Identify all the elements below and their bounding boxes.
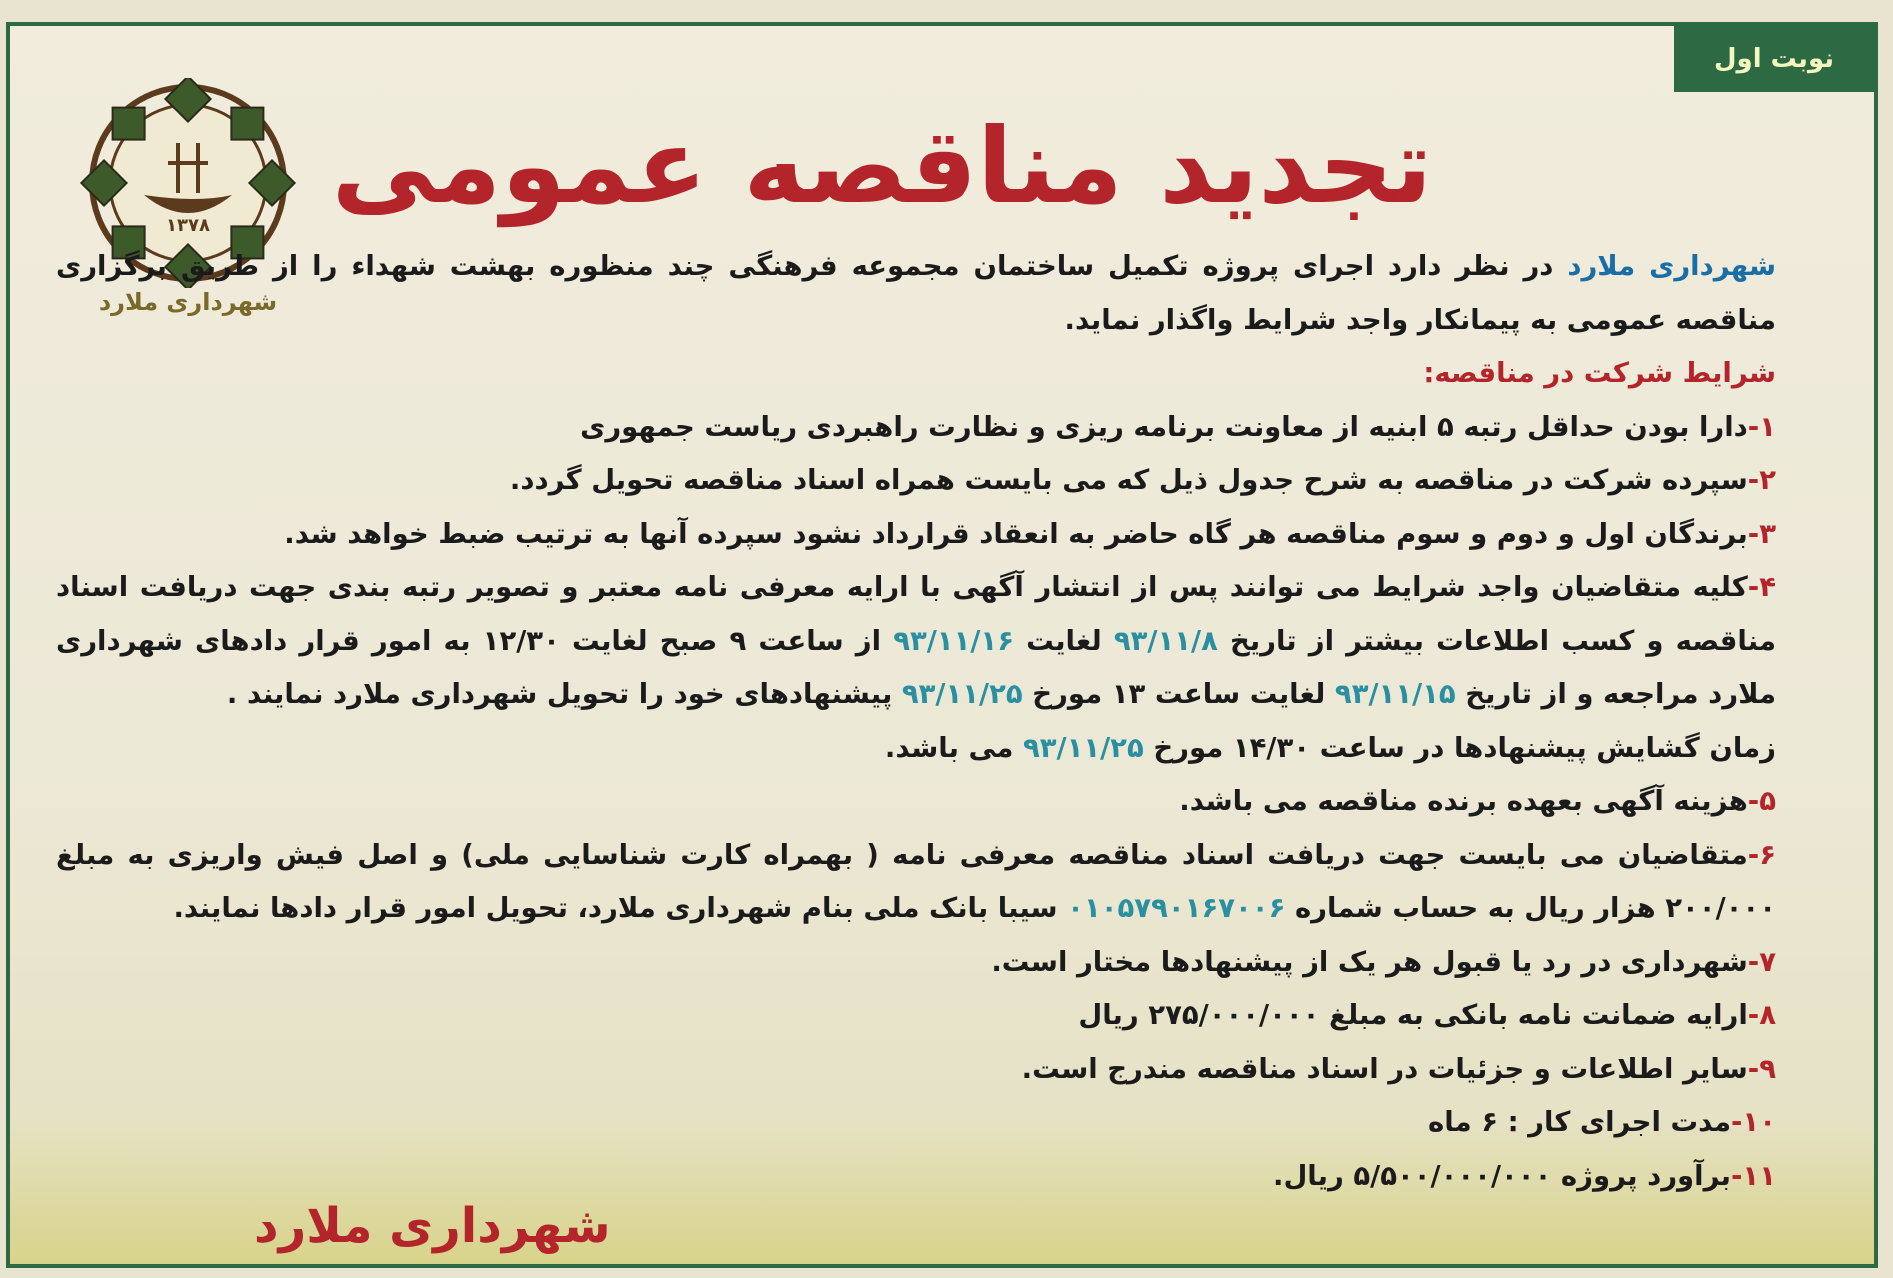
list-item [56, 561, 1776, 722]
item-text: زمان گشایش پیشنهادها در ساعت ۱۴/۳۰ مورخ [1143, 731, 1776, 764]
list-item [56, 989, 1776, 1043]
item-number: ۷- [1747, 945, 1776, 978]
item-text: سیبا بانک ملی بنام شهرداری ملارد، تحویل امور قرار دادها نمایند. [173, 892, 1068, 924]
item-text: از ساعت ۹ صبح لغایت ۱۲/۳۰ به امور قرار دادهای شهرداری ملارد مراجعه و از تاریخ [56, 624, 1776, 710]
item-number: ۱۰- [1731, 1106, 1776, 1138]
item-number: ۲- [1747, 464, 1776, 496]
list-item [56, 1043, 1776, 1097]
item-text: دارا بودن حداقل رتبه ۵ ابنیه از معاونت برنامه ریزی و نظارت راهبردی ریاست جمهوری [580, 410, 1748, 443]
item-number: ۵- [1747, 785, 1776, 817]
page-title: تجدید مناقصه عمومی [331, 105, 1433, 227]
item-text: هزینه آگهی بعهده برنده مناقصه می باشد. [1179, 785, 1748, 817]
date-value: ۹۳/۱۱/۲۵ [1022, 731, 1144, 764]
advertisement-body [56, 240, 1776, 1203]
list-item [56, 1096, 1776, 1150]
list-item [56, 1150, 1776, 1204]
item-text: مدت اجرای کار : ۶ ماه [1428, 1106, 1731, 1138]
date-value: ۹۳/۱۱/۱۵ [1334, 678, 1456, 710]
item-text: متقاضیان می بایست جهت دریافت اسناد مناقصه معرفی نامه ( بهمراه کارت شناسایی ملی) و اصل فیش واریزی به مبلغ ۲۰۰/۰۰۰ هزار ریال به حساب شماره [56, 838, 1776, 924]
list-item [56, 775, 1776, 829]
item-text: کلیه متقاضیان واجد شرایط می توانند پس از انتشار آگهی با ارایه معرفی نامه معتبر و تصویر رتبه بندی جهت دریافت اسناد مناقصه و کسب اطلاعات بیشتر از تاریخ [56, 571, 1777, 657]
list-item [56, 454, 1776, 508]
item-text: لغایت [1013, 624, 1114, 657]
item-text: برندگان اول و دوم و سوم مناقصه هر گاه حاضر به انعقاد قرارداد نشود سپرده آنها به ترتیب ضبط خواهد شد. [284, 517, 1748, 550]
intro-text: در نظر دارد اجرای پروژه تکمیل ساختمان مجموعه فرهنگی چند منظوره بهشت شهداء را از طریق برگزاری مناقصه عمومی به پیمانکار واجد شرایط واگذار نماید. [56, 250, 1776, 336]
date-value: ۹۳/۱۱/۲۵ [901, 678, 1023, 710]
item-text: شهرداری در رد یا قبول هر یک از پیشنهادها مختار است. [991, 945, 1748, 978]
item-text: پیشنهادهای خود را تحویل شهرداری ملارد نمایند . [226, 678, 902, 710]
intro-paragraph [56, 240, 1776, 347]
svg-text:۱۳۷۸: ۱۳۷۸ [166, 215, 210, 236]
item-text: سایر اطلاعات و جزئیات در اسناد مناقصه مندرج است. [1021, 1052, 1748, 1085]
publication-badge: نوبت اول [1674, 26, 1874, 92]
list-item [56, 508, 1776, 562]
account-number: ۰۱۰۵۷۹۰۱۶۷۰۰۶ [1067, 892, 1286, 924]
item-text: برآورد پروژه ۵/۵۰۰/۰۰۰/۰۰۰ ریال. [1273, 1159, 1731, 1192]
item-number: ۶- [1747, 838, 1776, 871]
item-number: ۴- [1747, 571, 1776, 603]
list-item [56, 401, 1776, 455]
item-number: ۸- [1747, 999, 1776, 1031]
advertisement-frame [6, 22, 1878, 1268]
organization-name: شهرداری ملارد [1567, 250, 1776, 282]
item-number: ۳- [1747, 517, 1776, 550]
item-text: لغایت ساعت ۱۳ مورخ [1022, 678, 1335, 710]
date-value: ۹۳/۱۱/۸ [1113, 624, 1218, 657]
date-value: ۹۳/۱۱/۱۶ [893, 624, 1014, 657]
item-number: ۱- [1747, 410, 1776, 443]
list-item [56, 936, 1776, 990]
item-number: ۹- [1747, 1052, 1776, 1085]
item-number: ۱۱- [1731, 1159, 1776, 1192]
item-text: سپرده شرکت در مناقصه به شرح جدول ذیل که می بایست همراه اسناد مناقصه تحویل گردد. [509, 464, 1748, 496]
list-item [56, 829, 1776, 936]
list-item [56, 722, 1776, 776]
signature: شهرداری ملارد [254, 1198, 611, 1254]
item-text: ارایه ضمانت نامه بانکی به مبلغ ۲۷۵/۰۰۰/۰۰۰ ریال [1078, 999, 1748, 1031]
item-text: می باشد. [884, 731, 1023, 764]
logo-caption: شهرداری ملارد [98, 288, 278, 316]
conditions-heading: شرایط شرکت در مناقصه: [1423, 357, 1776, 389]
